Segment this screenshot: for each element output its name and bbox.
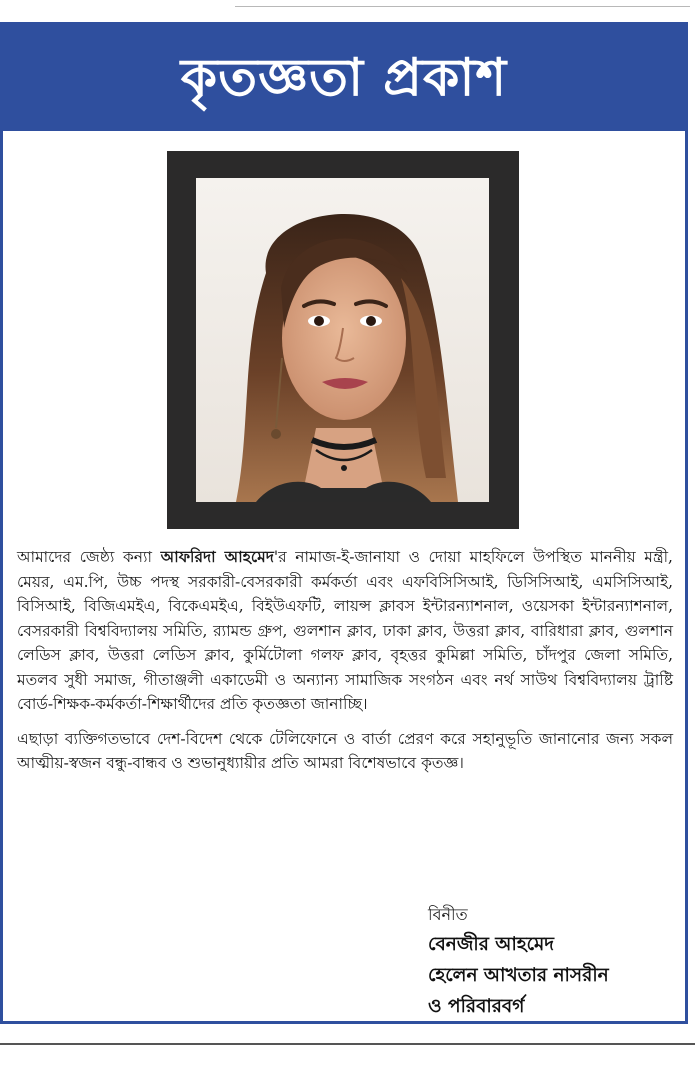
paragraph-1-rest: 'র নামাজ-ই-জানাযা ও দোয়া মাহফিলে উপস্থিত মাননীয় মন্ত্রী, মেয়র, এম.পি, উচ্চ পদস্থ সরকারী-বেসরকারী কর্মকর্তা এবং এফবিসিসিআই, ডিসিসিআই, এমসিসিআই, বিসিআই, বিজিএমইএ, বিকেএমইএ, বিইউএফটি, লায়ন্স ক্লাবস ইন্টারন্যাশনাল, ওয়েসকা ইন্টারন্যাশনাল, বেসরকারী বিশ্ববিদ্যালয় সমিতি, র‍্যামন্ড গ্রুপ, গুলশান ক্লাব, ঢাকা ক্লাব, উত্তরা ক্লাব, বারিধারা ক্লাব, গুলশান লেডিস ক্লাব, উত্তরা লেডিস ক্লাব, কুর্মিটোলা গলফ ক্লাব, বৃহত্তর কুমিল্লা সমিতি, চাঁদপুর জেলা সমিতি, মতলব সুধী সমাজ, গীতাঞ্জলী একাডেমী ও অন্যান্য সামাজিক সংগঠন এবং নর্থ সাউথ বিশ্ববিদ্যালয় ট্রাষ্টি বোর্ড-শিক্ষক-কর্মকর্তা-শিক্ষার্থীদের প্রতি কৃতজ্ঞতা জানাচ্ছি। bbox=[17, 548, 673, 713]
gratitude-paragraph-2: এছাড়া ব্যক্তিগতভাবে দেশ-বিদেশ থেকে টেলিফোনে ও বার্তা প্রেরণ করে সহানুভূতি জানানোর জন্য সকল আত্মীয়-স্বজন বন্ধু-বান্ধব ও শুভানুধ্যায়ীর প্রতি আমরা বিশেষভাবে কৃতজ্ঞ। bbox=[17, 729, 673, 772]
signoff-name-2: হেলেন আখতার নাসরীন bbox=[428, 965, 609, 986]
gratitude-paragraph-1 bbox=[17, 545, 673, 717]
title-banner bbox=[3, 25, 685, 131]
signoff-lead: বিনীত bbox=[428, 905, 468, 924]
bottom-divider bbox=[0, 1043, 695, 1045]
gratitude-notice bbox=[0, 22, 688, 1024]
signoff-name-3: ও পরিবারবর্গ bbox=[428, 996, 525, 1017]
notice-title: কৃতজ্ঞতা প্রকাশ bbox=[180, 47, 508, 108]
portrait-illustration bbox=[196, 178, 489, 502]
paragraph-1-lead: আমাদের জেষ্ঠ্য কন্যা bbox=[17, 548, 161, 566]
portrait-photo bbox=[196, 178, 489, 502]
portrait-frame bbox=[167, 151, 519, 529]
notice-body bbox=[17, 545, 673, 786]
signoff-block bbox=[428, 903, 678, 1022]
deceased-name: আফরিদা আহমেদ bbox=[160, 547, 274, 566]
signoff-name-1: বেনজীর আহমেদ bbox=[428, 934, 555, 955]
top-divider bbox=[235, 0, 690, 7]
